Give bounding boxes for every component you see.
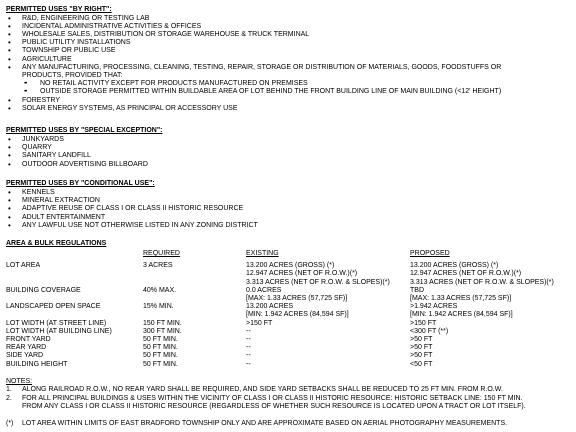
table-cell: 3.313 ACRES (NET OF R.O.W. & SLOPES)(*) [410, 278, 554, 286]
list-item: • SANITARY LANDFILL [8, 151, 91, 161]
bullet-icon: • [8, 204, 11, 214]
bullet-icon: • [8, 135, 11, 144]
list-item: • WHOLESALE SALES, DISTRIBUTION OR STORAGE WAREHOUSE & TRUCK TERMINAL [8, 29, 310, 39]
bullet-icon: • [8, 95, 11, 105]
footnote [6, 420, 507, 428]
table-cell: -- [246, 352, 251, 360]
table-cell: TBD [410, 286, 424, 294]
list-item: • INCIDENTAL ADMINISTRATIVE ACTIVITIES & OFFICES [8, 21, 202, 31]
note-text: FOR ALL PRINCIPAL BUILDINGS & USES WITHIN THE VICINITY OF CLASS I OR CLASS II HISTORIC RESOURCE: HISTORIC SETBACK LINE: 150 FT MIN. [22, 394, 523, 402]
list-item: • QUARRY [8, 143, 52, 153]
table-cell: SIDE YARD [6, 352, 44, 360]
table-row [6, 279, 570, 287]
list-item: • R&D, ENGINEERING OR TESTING LAB [8, 13, 150, 23]
column-header: EXISTING [246, 250, 279, 257]
conditional-use-list [8, 188, 258, 230]
sub-bullet-icon: •• [24, 81, 27, 88]
table-cell: 50 FT MIN. [143, 344, 178, 352]
table-cell: 0.0 ACRES [246, 286, 282, 294]
table-cell: 40% MAX. [143, 286, 177, 294]
list-item: • SOLAR ENERGY SYSTEMS, AS PRINCIPAL OR ACCESSORY USE [8, 103, 238, 113]
regulations-heading: AREA & BULK REGULATIONS [6, 240, 107, 247]
table-cell: -- [246, 327, 251, 335]
table-cell: [MAX: 1.33 ACRES (57,725 SF)] [246, 295, 348, 303]
table-cell: [MIN: 1.942 ACRES (84,594 SF)] [410, 311, 513, 319]
bullet-icon: • [8, 21, 11, 31]
table-row [6, 336, 570, 344]
table-cell: LOT AREA [6, 262, 41, 270]
table-cell: -- [246, 336, 251, 344]
table-header-row [6, 250, 570, 258]
table-cell: 13.200 ACRES (GROSS) (*) [246, 262, 335, 270]
bullet-icon: • [8, 143, 11, 153]
note-continuation: FROM ANY CLASS I OR CLASS II HISTORIC RESOURCE (REGARDLESS OF WHETHER SUCH RESOURCE IS LOCATED UPON A TRACT OR LOT ITSELF). [22, 403, 526, 410]
table-cell [6, 279, 143, 287]
bullet-icon: • [8, 46, 11, 56]
table-cell: 13.200 ACRES [246, 303, 294, 311]
table-row [6, 270, 570, 278]
table-cell: 150 FT MIN. [143, 319, 182, 327]
table-cell: >150 FT [410, 319, 437, 327]
note-text: ALONG RAILROAD R.O.W., NO REAR YARD SHALL BE REQUIRED, AND SIDE YARD SETBACKS SHALL BE REDUCED TO 25 FT MIN. FROM R.O.W. [22, 386, 503, 393]
table-row [6, 344, 570, 352]
bullet-icon: • [8, 62, 11, 72]
notes-heading: NOTES: [6, 378, 33, 385]
list-item: • ANY LAWFUL USE NOT OTHERWISE LISTED IN ANY ZONING DISTRICT [8, 220, 258, 230]
note-item [6, 386, 503, 394]
bullet-icon: • [8, 29, 11, 39]
list-item: • PUBLIC UTILITY INSTALLATIONS [8, 38, 131, 48]
note-item [6, 395, 522, 403]
list-item: • OUTDOOR ADVERTISING BILLBOARD [8, 159, 148, 169]
table-cell: LOT WIDTH (AT BUILDING LINE) [6, 327, 112, 335]
table-cell: BUILDING COVERAGE [6, 286, 81, 294]
list-item-continuation: PRODUCTS, PROVIDED THAT: [22, 71, 123, 79]
table-cell: REAR YARD [6, 344, 47, 352]
sub-list-item: •• NO RETAIL ACTIVITY EXCEPT FOR PRODUCTS MANUFACTURED ON PREMISES [24, 80, 308, 88]
table-row [6, 287, 570, 295]
list-item: • ADULT ENTERTAINMENT [8, 212, 106, 222]
table-cell: >50 FT [410, 352, 433, 360]
footnote-text: LOT AREA WITHIN LIMITS OF EAST BRADFORD TOWNSHIP ONLY AND ARE APPROXIMATE BASED ON AERIAL PHOTOGRAPHY MEASUREMENTS. [22, 420, 508, 427]
table-row [6, 303, 570, 311]
table-cell [143, 295, 246, 303]
table-row [6, 320, 570, 328]
bullet-icon: • [8, 159, 11, 169]
list-item: • JUNKYARDS [8, 135, 64, 144]
note-number: 1. [6, 386, 12, 393]
by-right-list [8, 13, 502, 113]
list-item: • KENNELS [8, 188, 55, 197]
table-cell: <300 FT (**) [410, 327, 449, 335]
table-cell [6, 295, 143, 303]
list-item: • TOWNSHIP OR PUBLIC USE [8, 46, 116, 56]
table-cell: LOT WIDTH (AT STREET LINE) [6, 319, 107, 327]
table-cell: >1.942 ACRES [410, 303, 458, 311]
regulations-table [6, 250, 570, 369]
table-row [6, 311, 570, 319]
bullet-icon: • [8, 188, 11, 197]
table-cell [6, 270, 143, 278]
list-item: • MINERAL EXTRACTION [8, 196, 100, 206]
table-cell: 13.200 ACRES (GROSS) (*) [410, 262, 499, 270]
table-cell [143, 311, 246, 319]
bullet-icon: • [8, 13, 11, 23]
bullet-icon: • [8, 196, 11, 206]
table-cell: >150 FT [246, 319, 273, 327]
sub-list-item: •• OUTSIDE STORAGE PERMITTED WITHIN BUILDABLE AREA OF LOT BEHIND THE FRONT BUILDING LINE OF MAIN BUILDING (<12' HEIGHT) [24, 88, 502, 96]
table-cell: >50 FT [410, 344, 433, 352]
bullet-icon: • [8, 212, 11, 222]
table-cell: [MIN: 1.942 ACRES (84,594 SF)] [246, 311, 349, 319]
table-row [6, 361, 570, 369]
table-cell: 3.313 ACRES (NET OF R.O.W. & SLOPES)(*) [246, 278, 390, 286]
table-cell: 50 FT MIN. [143, 360, 178, 368]
table-row [6, 262, 570, 270]
table-cell: 50 FT MIN. [143, 352, 178, 360]
table-cell: 3 ACRES [143, 262, 173, 270]
sub-bullet-icon: •• [24, 89, 27, 96]
table-row [6, 295, 570, 303]
list-item: • AGRICULTURE [8, 54, 72, 64]
table-cell: >50 FT [410, 336, 433, 344]
table-cell: LANDSCAPED OPEN SPACE [6, 303, 101, 311]
column-header: REQUIRED [143, 250, 180, 257]
column-header [6, 250, 143, 258]
table-cell: 50 FT MIN. [143, 336, 178, 344]
table-cell [143, 279, 246, 287]
bullet-icon: • [8, 38, 11, 48]
table-row [6, 328, 570, 336]
table-cell: <50 FT [410, 360, 433, 368]
table-cell: 300 FT MIN. [143, 327, 182, 335]
table-cell [6, 311, 143, 319]
bullet-icon: • [8, 151, 11, 161]
table-cell: 12.947 ACRES (NET OF R.O.W.)(*) [410, 270, 522, 278]
table-row [6, 352, 570, 360]
note-number: 2. [6, 394, 12, 402]
table-cell: 15% MIN. [143, 303, 174, 311]
table-cell: [MAX: 1.33 ACRES (57,725 SF)] [410, 295, 512, 303]
conditional-use-heading: PERMITTED USES BY "CONDITIONAL USE": [6, 180, 155, 187]
footnote-mark: (*) [6, 420, 14, 427]
list-item: • ADAPTIVE REUSE OF CLASS I OR CLASS II HISTORIC RESOURCE [8, 204, 244, 214]
table-cell: -- [246, 360, 251, 368]
special-exception-list [8, 135, 148, 169]
list-item: • FORESTRY [8, 95, 60, 105]
list-item: • ANY MANUFACTURING, PROCESSING, CLEANING, TESTING, REPAIR, STORAGE OR DISTRIBUTION OF MATERIALS, GOODS, FOODSTUFFS OR [8, 62, 502, 72]
table-cell: FRONT YARD [6, 336, 51, 344]
table-cell: 12.947 ACRES (NET OF R.O.W.)(*) [246, 270, 358, 278]
bullet-icon: • [8, 54, 11, 64]
bullet-icon: • [8, 220, 11, 230]
table-cell: BUILDING HEIGHT [6, 360, 68, 368]
special-exception-heading: PERMITTED USES BY "SPECIAL EXCEPTION": [6, 127, 163, 134]
table-cell: -- [246, 344, 251, 352]
by-right-heading: PERMITTED USES "BY RIGHT": [6, 6, 112, 13]
table-cell [143, 270, 246, 278]
column-header: PROPOSED [410, 250, 450, 257]
bullet-icon: • [8, 103, 11, 113]
